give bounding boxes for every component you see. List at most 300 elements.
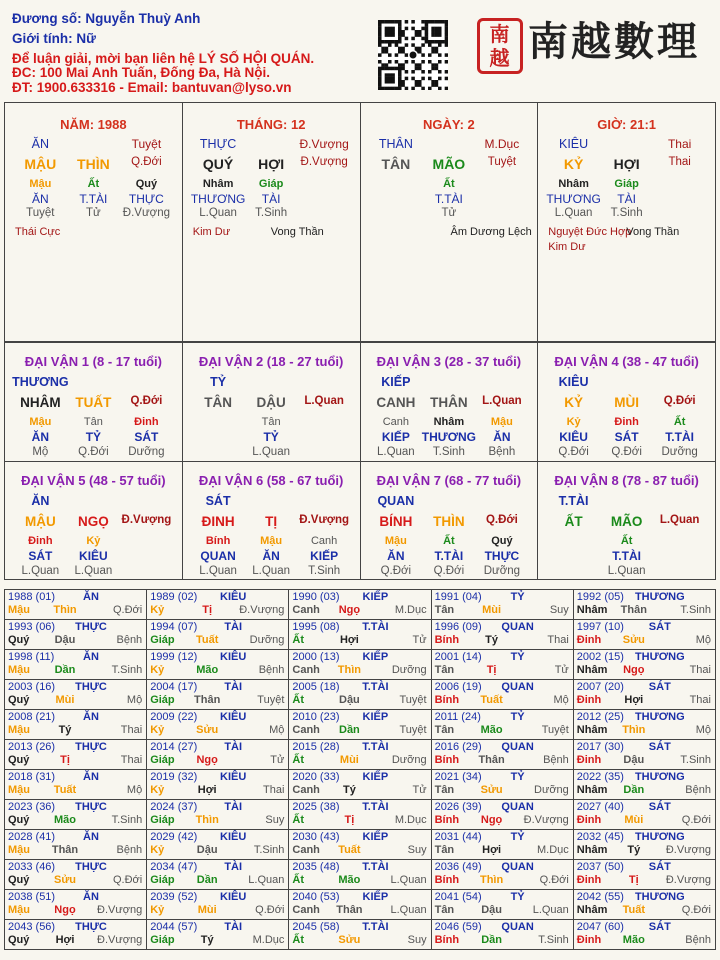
year-text: Ngọ: [338, 604, 361, 616]
year-cell: [5, 680, 146, 709]
year-text: QUAN: [501, 921, 534, 933]
chart-text: KIẾP: [310, 548, 339, 563]
year-text: Tý: [58, 724, 72, 736]
year-text: Nhâm: [576, 604, 608, 616]
chart-text: Ất: [443, 534, 455, 547]
year-text: THỰC: [75, 921, 107, 933]
year-text: Thai: [689, 694, 711, 706]
chart-text: SÁT: [205, 493, 231, 508]
year-text: T.Sinh: [111, 814, 143, 826]
chart-text: QUÝ: [202, 156, 234, 172]
chart-text: Ất: [87, 178, 100, 190]
year-cell: [574, 680, 715, 709]
chart-text: KIẾP: [381, 375, 411, 389]
dai-van-cell: [5, 343, 182, 461]
dai-van-cell: [5, 462, 182, 580]
year-text: Tử: [412, 634, 427, 646]
year-text: 2039 (52): [150, 891, 198, 903]
year-text: Quý: [8, 694, 30, 706]
dai-van-title: ĐẠI VẬN 2 (18 - 27 tuổi): [198, 354, 344, 369]
year-text: T.Sinh: [538, 934, 569, 946]
year-text: Mộ: [695, 724, 711, 736]
year-text: 2014 (27): [150, 741, 198, 753]
chart-text: THỰC: [484, 548, 520, 563]
chart-text: TỶ: [85, 430, 102, 444]
year-text: Sửu: [480, 784, 503, 796]
year-text: Dưỡng: [534, 784, 569, 796]
chart-text: Mậu: [29, 178, 52, 190]
year-text: KIÊU: [220, 771, 247, 783]
chart-text: T.Sinh: [255, 207, 288, 219]
year-text: Tị: [344, 814, 355, 826]
year-cell: [147, 680, 288, 709]
year-text: 2033 (46): [8, 861, 56, 873]
chart-text: SÁT: [134, 430, 159, 444]
year-text: Đinh: [576, 634, 602, 646]
year-text: Thân: [51, 844, 79, 856]
year-text: 1999 (12): [150, 651, 198, 663]
year-cell: [289, 920, 430, 949]
chart-text: Ất: [673, 416, 686, 428]
year-text: Thai: [547, 634, 569, 646]
chart-text: THÂN: [378, 137, 413, 151]
chart-text: M.Dục: [484, 137, 520, 151]
chart-text: TÂN: [381, 156, 411, 172]
chart-text: KIẾP: [381, 430, 410, 444]
year-cell: [432, 740, 573, 769]
chart-text: THỰC: [128, 192, 164, 206]
year-text: Nhâm: [576, 724, 608, 736]
year-text: Mậu: [8, 604, 30, 616]
year-text: Đinh: [576, 754, 602, 766]
chart-text: Bệnh: [488, 446, 516, 458]
year-text: TỶ: [510, 651, 525, 663]
year-text: Mùi: [624, 814, 644, 826]
year-text: THƯƠNG: [634, 771, 685, 783]
year-text: Kỷ: [150, 904, 165, 916]
year-text: 2007 (20): [576, 681, 624, 693]
chart-text: Đinh: [28, 534, 53, 547]
chart-text: BÍNH: [379, 513, 413, 529]
year-cell: [289, 650, 430, 679]
year-cell: [289, 830, 430, 859]
dai-van-title: ĐẠI VẬN 1 (8 - 17 tuổi): [24, 354, 162, 369]
chart-text: T.Sinh: [432, 446, 465, 458]
year-text: SÁT: [648, 921, 671, 933]
chart-text: Tuyệt: [26, 207, 55, 219]
year-text: 2041 (54): [434, 891, 482, 903]
year-text: 2045 (58): [292, 921, 340, 933]
year-cell: [289, 710, 430, 739]
dai-van-cell: [361, 462, 538, 580]
year-cell: [574, 830, 715, 859]
chart-text: MẬU: [24, 513, 56, 529]
year-text: T.Sinh: [680, 754, 711, 766]
year-text: T.TÀI: [362, 681, 389, 693]
chart-text: THỰC: [199, 137, 237, 151]
year-text: Mùi: [339, 754, 359, 766]
year-text: Đ.Vượng: [523, 814, 569, 826]
year-text: 2046 (59): [434, 921, 482, 933]
chart-text: THƯƠNG: [421, 430, 476, 444]
chart-text: THÌN: [433, 513, 465, 529]
year-text: Mộ: [695, 634, 711, 646]
year-text: L.Quan: [248, 874, 285, 886]
chart-text: L.Quan: [199, 207, 237, 219]
year-text: KIẾP: [362, 711, 389, 723]
year-text: Tử: [412, 784, 427, 796]
year-cell: [574, 860, 715, 889]
chart-text: L.Quan: [482, 395, 522, 407]
year-text: Mùi: [482, 604, 502, 616]
year-text: THỰC: [75, 681, 107, 693]
year-text: 1991 (04): [434, 591, 482, 603]
chart-text: MÙI: [614, 395, 639, 410]
year-cell: [574, 800, 715, 829]
chart-text: L.Quan: [21, 564, 60, 577]
year-text: Thìn: [195, 814, 219, 826]
year-text: Tý: [627, 844, 641, 856]
chart-text: T.TÀI: [434, 548, 464, 563]
year-text: 2003 (16): [8, 681, 56, 693]
chart-text: TỶ: [263, 430, 279, 444]
chart-text: Mộ: [32, 446, 49, 458]
seal-char: 南: [489, 22, 511, 46]
year-text: TÀI: [224, 741, 243, 753]
chart-text: Q.Đới: [611, 446, 642, 458]
year-text: Mậu: [8, 664, 30, 676]
chart-text: ĂN: [32, 192, 49, 206]
chart-text: Thai: [667, 137, 692, 151]
year-cell: [5, 830, 146, 859]
year-text: 2011 (24): [434, 711, 481, 723]
year-text: Tân: [434, 904, 455, 916]
chart-text: THÂN: [430, 395, 468, 410]
chart-text: TÀI: [617, 192, 636, 206]
year-text: Mão: [622, 934, 645, 946]
year-cell: [147, 620, 288, 649]
year-text: QUAN: [501, 741, 534, 753]
chart-text: ĂN: [387, 548, 405, 563]
chart-text: KỶ: [564, 395, 583, 410]
year-text: Canh: [292, 784, 320, 796]
chart-text: L.Quan: [304, 395, 344, 407]
year-text: Quý: [8, 754, 30, 766]
year-cell: [289, 740, 430, 769]
chart-text: KIÊU: [559, 137, 589, 151]
year-text: QUAN: [501, 681, 534, 693]
year-text: Tuyệt: [399, 724, 427, 736]
year-text: Tuyệt: [257, 694, 285, 706]
year-text: Ngọ: [54, 904, 76, 916]
year-text: T.TÀI: [362, 861, 389, 873]
year-text: Đ.Vượng: [665, 874, 711, 886]
year-cell: [5, 890, 146, 919]
year-text: Q.Đới: [539, 874, 569, 886]
year-text: Kỷ: [150, 724, 165, 736]
pillar-cell: [183, 103, 360, 341]
year-text: 2040 (53): [292, 891, 340, 903]
year-text: Mộ: [126, 784, 143, 796]
year-text: THỰC: [75, 621, 107, 633]
year-text: KIÊU: [220, 831, 247, 843]
year-cell: [147, 710, 288, 739]
year-cell: [289, 890, 430, 919]
year-text: 2012 (25): [576, 711, 624, 723]
year-text: ĂN: [83, 591, 99, 603]
year-text: 2030 (43): [292, 831, 340, 843]
year-text: 2028 (41): [8, 831, 56, 843]
year-cell: [5, 860, 146, 889]
year-text: Đ.Vượng: [97, 904, 143, 916]
year-cell: [147, 770, 288, 799]
year-cell: [147, 860, 288, 889]
year-text: TÀI: [224, 621, 243, 633]
year-text: 2038 (51): [8, 891, 56, 903]
chart-text: L.Quan: [607, 564, 646, 577]
year-text: 2044 (57): [150, 921, 198, 933]
year-cell: [432, 590, 573, 619]
owner-name: Đương số: Nguyễn Thuỳ Anh: [12, 11, 201, 26]
year-cell: [5, 770, 146, 799]
year-text: Q.Đới: [112, 874, 143, 886]
year-text: 2023 (36): [8, 801, 56, 813]
year-text: Suy: [265, 814, 285, 826]
chart-text: Ất: [443, 178, 455, 190]
year-cell: [5, 650, 146, 679]
year-text: Q.Đới: [681, 904, 711, 916]
year-text: Thân: [194, 694, 221, 706]
chart-text: QUAN: [377, 493, 415, 508]
year-text: Bính: [434, 694, 460, 706]
chart-text: L.Quan: [376, 446, 415, 458]
chart-text: DẬU: [256, 395, 286, 410]
chart-text: T.TÀI: [612, 548, 641, 563]
year-text: SÁT: [648, 861, 671, 873]
year-cell: [289, 620, 430, 649]
year-text: SÁT: [648, 621, 671, 633]
year-cell: [432, 650, 573, 679]
year-cell: [147, 650, 288, 679]
chart-text: Mậu: [260, 534, 283, 547]
chart-text: Giáp: [258, 178, 284, 190]
year-text: Giáp: [150, 754, 175, 766]
year-text: 2004 (17): [150, 681, 198, 693]
chart-text: Đinh: [614, 416, 639, 428]
pillar-title: GIỜ: 21:1: [597, 117, 657, 132]
year-text: Tân: [434, 784, 455, 796]
year-text: 1990 (03): [292, 591, 340, 603]
year-text: Hợi: [624, 694, 644, 706]
chart-text: TỊ: [265, 513, 278, 529]
qr-code-icon: [378, 20, 448, 90]
chart-text: Q.Đới: [663, 395, 696, 407]
dai-van-title: ĐẠI VẬN 7 (68 - 77 tuổi): [376, 472, 522, 488]
chart-text: HỢI: [613, 156, 640, 172]
year-cell: [147, 920, 288, 949]
year-text: THƯƠNG: [634, 711, 685, 723]
year-text: Canh: [292, 604, 320, 616]
year-cell: [147, 590, 288, 619]
year-text: Mộ: [553, 694, 569, 706]
year-text: Tuất: [53, 784, 77, 796]
year-text: 2027 (40): [576, 801, 624, 813]
brand-title: 南越數理: [528, 18, 700, 65]
year-cell: [574, 710, 715, 739]
year-text: Canh: [292, 664, 320, 676]
year-text: 2031 (44): [434, 831, 482, 843]
chart-text: THƯƠNG: [546, 192, 601, 206]
year-text: Dần: [339, 724, 360, 736]
year-text: Thân: [336, 904, 363, 916]
year-cell: [432, 890, 573, 919]
chart-text: Dưỡng: [128, 446, 165, 458]
year-text: Kỷ: [150, 664, 165, 676]
year-text: 2000 (13): [292, 651, 340, 663]
chart-text: Canh: [310, 534, 338, 547]
year-text: 2022 (35): [576, 771, 624, 783]
year-text: M.Dục: [394, 604, 427, 616]
year-text: Q.Đới: [255, 904, 285, 916]
year-text: Dậu: [196, 844, 218, 856]
year-cell: [432, 710, 573, 739]
year-text: 2035 (48): [292, 861, 340, 873]
year-text: 2029 (42): [150, 831, 198, 843]
year-cell: [289, 770, 430, 799]
year-text: Mậu: [8, 724, 30, 736]
year-cell: [432, 830, 573, 859]
year-text: Thân: [478, 754, 505, 766]
year-text: Mộ: [269, 724, 285, 736]
chart-text: L.Quan: [252, 446, 290, 458]
year-text: M.Dục: [537, 844, 569, 856]
year-text: 2020 (33): [292, 771, 340, 783]
year-text: TỶ: [510, 591, 525, 603]
year-text: Tân: [434, 604, 455, 616]
chart-text: L.Quan: [554, 207, 593, 219]
year-text: Bính: [434, 934, 460, 946]
year-text: L.Quan: [390, 904, 427, 916]
year-cell: [5, 740, 146, 769]
dai-van-cell: [361, 343, 538, 461]
year-text: 2036 (49): [434, 861, 482, 873]
year-cell: [432, 680, 573, 709]
chart-text: Tân: [261, 416, 281, 428]
year-text: THỰC: [75, 801, 107, 813]
year-text: THƯƠNG: [634, 651, 685, 663]
year-text: T.Sinh: [111, 664, 143, 676]
chart-text: Đinh: [134, 416, 159, 428]
year-text: Dậu: [623, 754, 645, 766]
year-text: Tuất: [622, 904, 645, 916]
year-text: KIÊU: [220, 891, 247, 903]
chart-text: Canh: [382, 416, 409, 428]
note-text: Âm Dương Lệch: [450, 226, 532, 238]
year-text: Hợi: [197, 784, 217, 796]
chart-text: Quý: [491, 534, 513, 547]
chart-text: Kỷ: [86, 534, 101, 547]
year-text: Bệnh: [685, 934, 711, 946]
chart-text: HỢI: [258, 156, 285, 172]
chart-text: Nhâm: [433, 416, 465, 428]
year-text: Đinh: [576, 814, 602, 826]
year-text: ĂN: [83, 831, 99, 843]
year-text: Nhâm: [576, 784, 608, 796]
year-text: Sửu: [53, 874, 77, 886]
year-text: 2025 (38): [292, 801, 340, 813]
year-cell: [5, 590, 146, 619]
year-text: Quý: [8, 634, 30, 646]
chart-text: Q.Đới: [131, 156, 162, 168]
year-text: KIÊU: [220, 711, 247, 723]
year-text: Giáp: [150, 934, 175, 946]
year-cell: [574, 590, 715, 619]
year-text: Bệnh: [116, 844, 143, 856]
year-text: Thai: [689, 664, 711, 676]
year-text: Dần: [623, 784, 645, 796]
year-text: Thai: [120, 724, 143, 736]
year-text: Mùi: [55, 694, 75, 706]
year-text: Mộ: [126, 694, 143, 706]
year-text: Giáp: [150, 814, 175, 826]
year-text: Nhâm: [576, 844, 608, 856]
chart-text: ẤT: [564, 513, 583, 529]
year-text: Mậu: [8, 784, 30, 796]
year-text: Dần: [196, 874, 218, 886]
seal-char: 越: [489, 46, 511, 70]
year-text: Mão: [196, 664, 219, 676]
pillar-title: THÁNG: 12: [236, 117, 306, 132]
year-text: Tuất: [338, 844, 361, 856]
year-text: Thìn: [479, 874, 504, 886]
year-text: THƯƠNG: [634, 891, 685, 903]
chart-text: Q.Đới: [78, 446, 109, 458]
year-text: Đ.Vượng: [665, 844, 711, 856]
year-text: Tị: [202, 604, 213, 616]
year-text: Quý: [8, 814, 30, 826]
chart-text: THÌN: [77, 156, 110, 172]
chart-text: Quý: [135, 178, 158, 190]
year-text: 2008 (21): [8, 711, 56, 723]
year-text: KIẾP: [362, 591, 389, 603]
chart-text: TÂN: [204, 395, 232, 410]
year-text: Canh: [292, 904, 320, 916]
year-cell: [5, 710, 146, 739]
year-text: 2018 (31): [8, 771, 56, 783]
year-text: KIÊU: [220, 651, 247, 663]
year-text: Mão: [338, 874, 361, 886]
year-text: Mão: [480, 724, 503, 736]
pillar-title: NĂM: 1988: [60, 117, 127, 132]
year-text: Q.Đới: [681, 814, 711, 826]
year-text: QUAN: [501, 801, 534, 813]
yearly-grid: [4, 589, 716, 950]
year-text: 1993 (06): [8, 621, 56, 633]
pillar-cell: [5, 103, 182, 341]
year-text: M.Dục: [394, 814, 427, 826]
year-text: Q.Đới: [112, 604, 143, 616]
year-text: THỰC: [75, 741, 107, 753]
chart-text: Q.Đới: [558, 446, 589, 458]
year-text: Tý: [200, 934, 214, 946]
year-text: QUAN: [501, 621, 534, 633]
chart-text: Mậu: [490, 416, 513, 428]
chart-text: Đ.Vượng: [121, 513, 172, 526]
year-text: SÁT: [648, 681, 671, 693]
year-text: KIẾP: [362, 771, 389, 783]
year-text: T.TÀI: [362, 741, 389, 753]
year-text: Bệnh: [116, 634, 143, 646]
